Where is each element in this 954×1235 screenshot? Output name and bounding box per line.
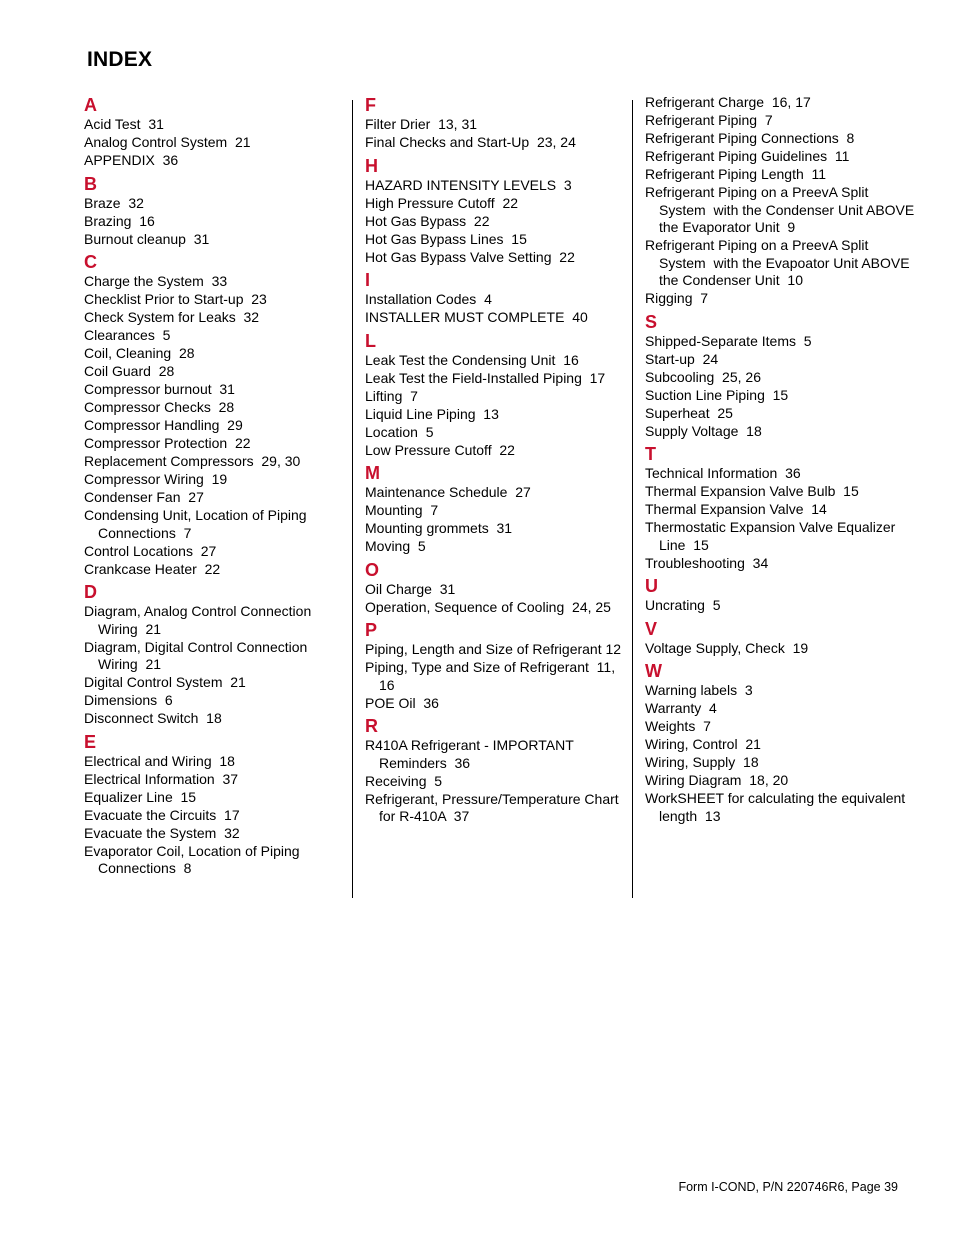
index-entry: Thermal Expansion Valve Bulb 15 (645, 483, 859, 499)
index-entry: Refrigerant Piping on a PreevA Split System with the Evapoator Unit ABOVE the Condenser Unit 10 (645, 237, 914, 288)
index-entry: Electrical Information 37 (84, 770, 239, 787)
index-entry: Start-up 24 (645, 350, 719, 367)
index-section (645, 575, 915, 615)
index-entry: R410A Refrigerant - IMPORTANT Reminders 36 (365, 737, 578, 771)
index-section (645, 94, 919, 308)
index-entry: Electrical and Wiring 18 (84, 752, 235, 769)
index-entry: Liquid Line Piping 13 (365, 405, 499, 422)
index-entry: Disconnect Switch 18 (84, 710, 222, 726)
index-entry: Mounting grommets 31 (365, 520, 513, 536)
index-section (645, 443, 915, 572)
index-entry: Troubleshooting 34 (645, 554, 769, 571)
index-entry: Leak Test the Field-Installed Piping 17 (365, 369, 606, 386)
index-entry: Suction Line Piping 15 (645, 386, 789, 403)
index-entry: Refrigerant Piping Guidelines 11 (645, 148, 850, 164)
index-entry: INSTALLER MUST COMPLETE 40 (365, 309, 588, 325)
index-entry: POE Oil 36 (365, 694, 439, 711)
section-letter: L (365, 330, 376, 351)
index-entry: Dimensions 6 (84, 692, 173, 708)
index-entry: Condenser Fan 27 (84, 489, 204, 505)
index-section (365, 269, 623, 327)
index-entry: WorkSHEET for calculating the equivalent length 13 (645, 790, 910, 824)
index-section (84, 251, 342, 578)
index-entry: Diagram, Analog Control Connection Wiring 21 (84, 603, 316, 637)
index-entry: Coil, Cleaning 28 (84, 345, 195, 361)
index-entry: Check System for Leaks 32 (84, 309, 260, 325)
index-entry: Leak Test the Condensing Unit 16 (365, 351, 579, 368)
index-entry: Refrigerant Piping 7 (645, 112, 773, 128)
index-entry: Refrigerant Piping on a PreevA Split System with the Condenser Unit ABOVE the Evaporator Unit 9 (645, 184, 919, 235)
column-divider (352, 100, 353, 898)
section-letter: R (365, 716, 378, 736)
index-entry: Subcooling 25, 26 (645, 368, 761, 385)
section-letter: F (365, 95, 376, 115)
index-entry: Refrigerant Piping Length 11 (645, 166, 827, 182)
section-letter: D (84, 582, 97, 602)
section-letter: U (645, 576, 658, 596)
index-section (84, 731, 342, 878)
index-section (84, 173, 342, 249)
index-entry: Digital Control System 21 (84, 674, 246, 690)
index-entry: Mounting 7 (365, 502, 439, 518)
index-entry: Acid Test 31 (84, 116, 164, 132)
index-entry: Filter Drier 13, 31 (365, 116, 478, 132)
index-section (84, 94, 342, 170)
index-entry: Piping, Length and Size of Refrigerant 12 (365, 641, 622, 657)
section-letter: E (84, 731, 97, 752)
index-column-2 (365, 94, 623, 826)
index-section (365, 94, 623, 152)
index-entry: APPENDIX 36 (84, 152, 179, 168)
index-section (645, 311, 915, 441)
index-entry: Compressor Checks 28 (84, 399, 235, 415)
index-section (645, 618, 915, 658)
index-entry: Evaporator Coil, Location of Piping Connections 8 (84, 842, 304, 876)
section-letter: C (84, 252, 97, 272)
section-letter: O (365, 559, 380, 580)
section-letter: A (84, 95, 97, 115)
index-entry: Wiring, Supply 18 (645, 754, 759, 770)
index-entry: Hot Gas Bypass Lines 15 (365, 230, 527, 247)
section-letter: T (645, 444, 656, 464)
index-entry: Refrigerant Charge 16, 17 (645, 94, 811, 110)
index-entry: Analog Control System 21 (84, 134, 251, 150)
index-entry: Uncrating 5 (645, 597, 721, 613)
index-entry: High Pressure Cutoff 22 (365, 194, 519, 211)
index-entry: Coil Guard 28 (84, 363, 175, 379)
index-entry: Lifting 7 (365, 387, 418, 404)
index-entry: HAZARD INTENSITY LEVELS 3 (365, 176, 572, 193)
index-section (365, 715, 623, 826)
index-entry: Shipped-Separate Items 5 (645, 332, 812, 349)
index-entry: Crankcase Heater 22 (84, 560, 221, 577)
index-section (84, 581, 342, 728)
index-entry: Installation Codes 4 (365, 291, 492, 307)
index-column-3 (645, 94, 919, 826)
index-entry: Checklist Prior to Start-up 23 (84, 291, 267, 307)
index-entry: Thermostatic Expansion Valve Equalizer Line 15 (645, 519, 900, 553)
index-entry: Braze 32 (84, 194, 144, 211)
index-entry: Low Pressure Cutoff 22 (365, 441, 515, 458)
index-entry: Moving 5 (365, 538, 426, 554)
index-entry: Hot Gas Bypass 22 (365, 212, 490, 229)
index-entry: Burnout cleanup 31 (84, 230, 210, 247)
index-entry: Operation, Sequence of Cooling 24, 25 (365, 598, 611, 615)
index-entry: Final Checks and Start-Up 23, 24 (365, 134, 576, 150)
index-entry: Technical Information 36 (645, 465, 801, 481)
page-footer: Form I-COND, P/N 220746R6, Page 39 (678, 1180, 898, 1194)
index-entry: Evacuate the System 32 (84, 824, 240, 841)
index-entry: Evacuate the Circuits 17 (84, 806, 240, 823)
index-entry: Voltage Supply, Check 19 (645, 639, 809, 656)
index-entry: Equalizer Line 15 (84, 788, 197, 805)
section-letter: V (645, 618, 658, 639)
index-entry: Location 5 (365, 423, 434, 440)
index-entry: Compressor burnout 31 (84, 381, 235, 397)
index-section (365, 559, 623, 617)
index-entry: Refrigerant Piping Connections 8 (645, 130, 855, 146)
index-entry: Rigging 7 (645, 290, 709, 306)
index-entry: Superheat 25 (645, 404, 733, 421)
index-section (365, 155, 623, 267)
index-section (365, 462, 623, 556)
index-entry: Oil Charge 31 (365, 580, 456, 597)
index-entry: Thermal Expansion Valve 14 (645, 501, 827, 517)
index-title: INDEX (87, 48, 153, 71)
index-entry: Compressor Handling 29 (84, 417, 243, 433)
index-section (365, 330, 623, 460)
index-entry: Clearances 5 (84, 327, 171, 343)
section-letter: S (645, 311, 658, 332)
index-entry: Refrigerant, Pressure/Temperature Chart for R-410A 37 (365, 790, 623, 824)
section-letter: W (645, 661, 662, 681)
index-entry: Warning labels 3 (645, 682, 753, 698)
index-entry: Compressor Protection 22 (84, 435, 251, 451)
index-entry: Hot Gas Bypass Valve Setting 22 (365, 248, 575, 265)
index-section (365, 619, 623, 712)
index-entry: Receiving 5 (365, 772, 443, 789)
index-entry: Compressor Wiring 19 (84, 471, 228, 487)
index-entry: Wiring Diagram 18, 20 (645, 772, 789, 788)
section-letter: M (365, 463, 380, 483)
index-entry: Brazing 16 (84, 212, 155, 229)
index-entry: Condensing Unit, Location of Piping Connections 7 (84, 507, 311, 541)
index-entry: Maintenance Schedule 27 (365, 484, 531, 500)
section-letter: B (84, 173, 97, 194)
column-divider (632, 100, 633, 898)
index-entry: Supply Voltage 18 (645, 422, 762, 439)
section-letter: I (365, 270, 371, 290)
section-letter: H (365, 155, 378, 176)
index-entry: Warranty 4 (645, 700, 717, 716)
index-entry: Control Locations 27 (84, 542, 217, 559)
index-entry: Replacement Compressors 29, 30 (84, 453, 301, 469)
index-entry: Wiring, Control 21 (645, 736, 761, 752)
index-column-1 (84, 94, 342, 878)
index-entry: Diagram, Digital Control Connection Wiring 21 (84, 638, 312, 672)
index-section (645, 660, 915, 825)
index-entry: Piping, Type and Size of Refrigerant 11, 16 (365, 659, 619, 693)
section-letter: P (365, 620, 378, 640)
index-entry: Charge the System 33 (84, 273, 228, 289)
index-entry: Weights 7 (645, 718, 711, 734)
